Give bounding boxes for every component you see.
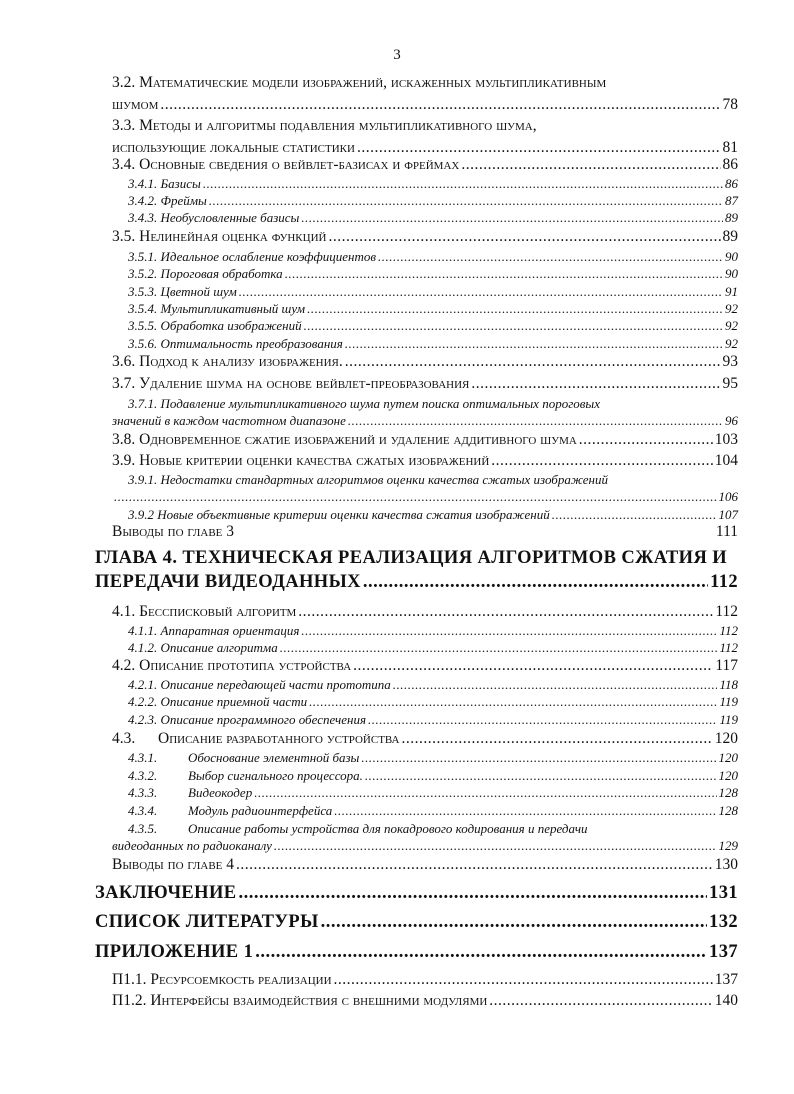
dot-leader [552,507,717,523]
toc-entry-label [128,768,363,784]
dot-leader [239,284,723,300]
toc-page-number: 92 [725,318,738,333]
toc-entry-3-7[interactable] [112,375,738,393]
toc-page-number: 131 [709,883,738,903]
dot-leader [239,883,708,904]
toc-page-number: 96 [725,413,738,428]
toc-entry-label: 3.5.4. Мультипликативный шум [128,301,306,316]
toc-entry-label: 4.2.3. Описание программного обеспечения [128,712,367,727]
toc-chapter-4[interactable] [95,572,738,593]
toc-page-number: 117 [715,657,738,674]
toc-page-number: 129 [718,838,738,853]
toc-entry-4-2-3[interactable] [128,712,738,728]
toc-chapter-4-line1[interactable]: ГЛАВА 4. ТЕХНИЧЕСКАЯ РЕАЛИЗАЦИЯ АЛГОРИТМОВ СЖАТИЯ И [95,548,728,568]
dot-leader [321,912,707,933]
toc-entry-label: использующие локальные статистики [112,139,355,156]
toc-entry-number: 4.3.3. [128,785,158,800]
toc-entry-label: значений в каждом частотном диапазоне [112,413,346,428]
toc-entry-4-3[interactable] [112,730,738,748]
toc-entry-label: 3.4.1. Базисы [128,176,201,191]
toc-entry-label: 3.4. Основные сведения о вейвлет-базисах и фреймах [112,156,460,173]
toc-entry-label: 4.2.1. Описание передающей части прототипа [128,677,391,692]
toc-page-number: 92 [725,301,738,316]
toc-entry-p1-2[interactable] [112,992,738,1010]
toc-entry-number: 4.3.4. [128,803,158,818]
toc-conclusion[interactable] [95,883,738,904]
toc-page-number: 118 [719,677,738,692]
dot-leader [255,942,707,963]
toc-entry-label [112,730,400,748]
dot-leader [363,572,708,593]
dot-leader [309,694,717,710]
toc-page-number: 91 [725,284,738,299]
toc-entry-3-3-line1[interactable]: 3.3. Методы и алгоритмы подавления мультипликативного шума, [112,117,537,134]
toc-page-number: 104 [714,452,738,469]
toc-page-number: 130 [714,856,738,873]
dot-leader [280,640,718,656]
toc-entry-number: 4.3.1. [128,750,158,765]
dot-leader [402,730,713,748]
toc-entry-3-4[interactable] [112,156,738,174]
dot-leader [285,266,723,282]
dot-leader [334,803,716,819]
toc-entry-number: 4.3. [112,730,136,747]
dot-leader [348,413,723,429]
toc-entry-label: 3.5. Нелинейная оценка функций [112,228,327,245]
toc-entry-label: П1.2. Интерфейсы взаимодействия с внешними модулями [112,992,488,1009]
toc-entry-number: 4.3.5. [128,821,158,836]
toc-entry-3-5[interactable] [112,228,738,246]
dot-leader [345,353,721,371]
toc-page-number: 112 [710,572,738,592]
toc-page-number: 89 [725,210,738,225]
toc-entry-label: Выводы по главе 3 [112,523,235,540]
toc-references[interactable] [95,912,738,933]
toc-entry-4-1-2[interactable] [128,640,738,656]
dot-leader [353,657,713,675]
dot-leader [378,249,723,265]
toc-page-number: 128 [718,803,738,818]
toc-entry-3-4-2[interactable] [128,193,738,209]
dot-leader [236,856,713,874]
toc-entry-label: 4.2.2. Описание приемной части [128,694,308,709]
toc-entry-p1-1[interactable] [112,971,738,989]
dot-leader [254,785,716,801]
toc-page-number: 87 [725,193,738,208]
toc-entry-4-2[interactable] [112,657,738,675]
toc-entry-3-4-3[interactable] [128,210,738,226]
toc-page-number: 132 [709,912,738,932]
toc-entry-label: 3.5.6. Оптимальность преобразования [128,336,343,351]
toc-entry-4-1-1[interactable] [128,623,738,639]
toc-entry-ch4-conclusions[interactable] [112,856,738,874]
toc-entry-4-3-5-line1[interactable] [128,821,588,837]
toc-entry-label: 3.5.5. Обработка изображений [128,318,302,333]
toc-page-number: 90 [725,266,738,281]
toc-entry-label: 3.9.2 Новые объективные критерии оценки качества сжатия изображений [128,507,550,522]
dot-leader [357,139,721,157]
toc-entry-3-9-1[interactable] [112,489,738,505]
dot-leader [365,768,717,784]
toc-page-number: 93 [722,353,738,370]
toc-page-number: 81 [722,139,738,156]
toc-page-number: 112 [719,623,738,638]
toc-page-number: 120 [718,750,738,765]
toc-entry-3-5-1[interactable] [128,249,738,265]
toc-entry-label [128,785,252,801]
dot-leader [209,193,723,209]
toc-entry-4-3-4[interactable] [128,803,738,819]
toc-entry-label [128,750,359,766]
toc-entry-3-7-1[interactable] [112,413,738,429]
toc-page-number: 120 [718,768,738,783]
toc-entry-3-9[interactable] [112,452,738,470]
toc-entry-3-5-4[interactable] [128,301,738,317]
toc-entry-label: 4.1.1. Аппаратная ориентация [128,623,300,638]
toc-entry-title: Выбор сигнального процессора. [188,768,363,783]
dot-leader [334,971,713,989]
toc-page-number: 103 [714,431,738,448]
toc-entry-4-3-3[interactable] [128,785,738,801]
toc-page-number: 119 [719,694,738,709]
toc-entry-3-5-3[interactable] [128,284,738,300]
dot-leader [393,677,718,693]
toc-entry-label: 3.6. Подход к анализу изображения. [112,353,343,370]
toc-entry-label: 3.7. Удаление шума на основе вейвлет-преобразования [112,375,470,392]
dot-leader [160,96,720,114]
toc-entry-3-6[interactable] [112,353,738,371]
dot-leader [345,336,723,352]
toc-entry-3-5-2[interactable] [128,266,738,282]
toc-entry-title: Описание работы устройства для покадрового кодирования и передачи [188,821,588,836]
toc-entry-3-7-1-line1[interactable]: 3.7.1. Подавление мультипликативного шума путем поиска оптимальных пороговых [128,396,600,411]
toc-entry-label: СПИСОК ЛИТЕРАТУРЫ [95,912,319,932]
dot-leader [471,375,720,393]
toc-page-number: 111 [715,523,738,540]
toc-entry-3-9-2[interactable] [128,507,738,523]
toc-appendix-1[interactable] [95,942,738,963]
toc-entry-label: 3.5.3. Цветной шум [128,284,237,299]
toc-page-number: 140 [714,992,738,1009]
dot-leader [307,301,723,317]
toc-entry-3-3[interactable] [112,139,738,157]
dot-leader [461,156,720,174]
dot-leader [304,318,723,334]
dot-leader [368,712,717,728]
dot-leader [274,838,717,854]
dot-leader [301,623,717,639]
toc-entry-label [128,803,332,819]
dot-leader [328,228,720,246]
toc-page-number: 89 [722,228,738,245]
toc-entry-3-8[interactable] [112,431,738,449]
dot-leader [489,992,712,1010]
toc-entry-4-3-2[interactable] [128,768,738,784]
toc-page-number: 95 [722,375,738,392]
toc-entry-label: ПРИЛОЖЕНИЕ 1 [95,942,254,962]
dot-leader [114,489,717,505]
toc-page-number: 137 [709,942,738,962]
toc-page-number: 92 [725,336,738,351]
toc-page-number: 120 [714,730,738,747]
toc-page-number: 86 [722,156,738,173]
toc-entry-label: 3.4.3. Необусловленные базисы [128,210,300,225]
toc-entry-4-3-1[interactable] [128,750,738,766]
toc-entry-label: 3.5.1. Идеальное ослабление коэффициентов [128,249,377,264]
toc-entry-label: 3.4.2. Фреймы [128,193,207,208]
toc-entry-number: 4.3.2. [128,768,158,783]
toc-entry-4-3-5[interactable] [112,838,738,854]
toc-page-number: 90 [725,249,738,264]
toc-entry-label: 3.9. Новые критерии оценки качества сжатых изображений [112,452,490,469]
toc-entry-label: 4.1.2. Описание алгоритма [128,640,278,655]
toc-entry-4-1[interactable] [112,603,738,621]
toc-entry-title: Описание разработанного устройства [158,730,400,747]
toc-entry-label: 4.2. Описание прототипа устройства [112,657,352,674]
toc-page-number: 78 [722,96,738,113]
toc-entry-label: П1.1. Ресурсоемкость реализации [112,971,332,988]
toc-entry-label: ЗАКЛЮЧЕНИЕ [95,883,237,903]
toc-page-number: 137 [714,971,738,988]
toc-page-number: 106 [718,489,738,504]
toc-entry-label: Выводы по главе 4 [112,856,235,873]
toc-entry-label: 3.8. Одновременное сжатие изображений и удаление аддитивного шума [112,431,577,448]
toc-entry-label: шумом [112,96,159,113]
toc-entry-title: Обоснование элементной базы [188,750,360,765]
toc-page-number: 119 [719,712,738,727]
toc-entry-3-2[interactable] [112,96,738,114]
toc-entry-label: видеоданных по радиоканалу [112,838,272,853]
toc-entry-label: 3.5.2. Пороговая обработка [128,266,283,281]
dot-leader [298,603,713,621]
toc-entry-3-9-1-line1[interactable]: 3.9.1. Недостатки стандартных алгоритмов оценки качества сжатых изображений [128,472,608,487]
toc-entry-label: ПЕРЕДАЧИ ВИДЕОДАННЫХ [95,572,361,592]
toc-entry-title: Видеокодер [188,785,253,800]
toc-entry-ch3-conclusions[interactable] [112,523,738,541]
dot-leader [361,750,716,766]
toc-entry-label: 4.1. Бесcписковый алгоритм [112,603,297,620]
toc-page-number: 86 [725,176,738,191]
dot-leader [579,431,713,449]
toc-page-number: 107 [718,507,738,522]
toc-entry-3-2-line1[interactable]: 3.2. Математические модели изображений, искаженных мультипликативным [112,74,607,91]
dot-leader [301,210,723,226]
toc-entry-3-5-6[interactable] [128,336,738,352]
dot-leader [491,452,712,470]
toc-entry-3-5-5[interactable] [128,318,738,334]
toc-entry-4-2-2[interactable] [128,694,738,710]
toc-entry-3-4-1[interactable] [128,176,738,192]
toc-entry-4-2-1[interactable] [128,677,738,693]
toc-page-number: 112 [719,640,738,655]
toc-page-number: 128 [718,785,738,800]
page-number: 3 [393,47,401,63]
toc-entry-title: Модуль радиоинтерфейса [188,803,333,818]
dot-leader [203,176,723,192]
toc-page-number: 112 [715,603,738,620]
